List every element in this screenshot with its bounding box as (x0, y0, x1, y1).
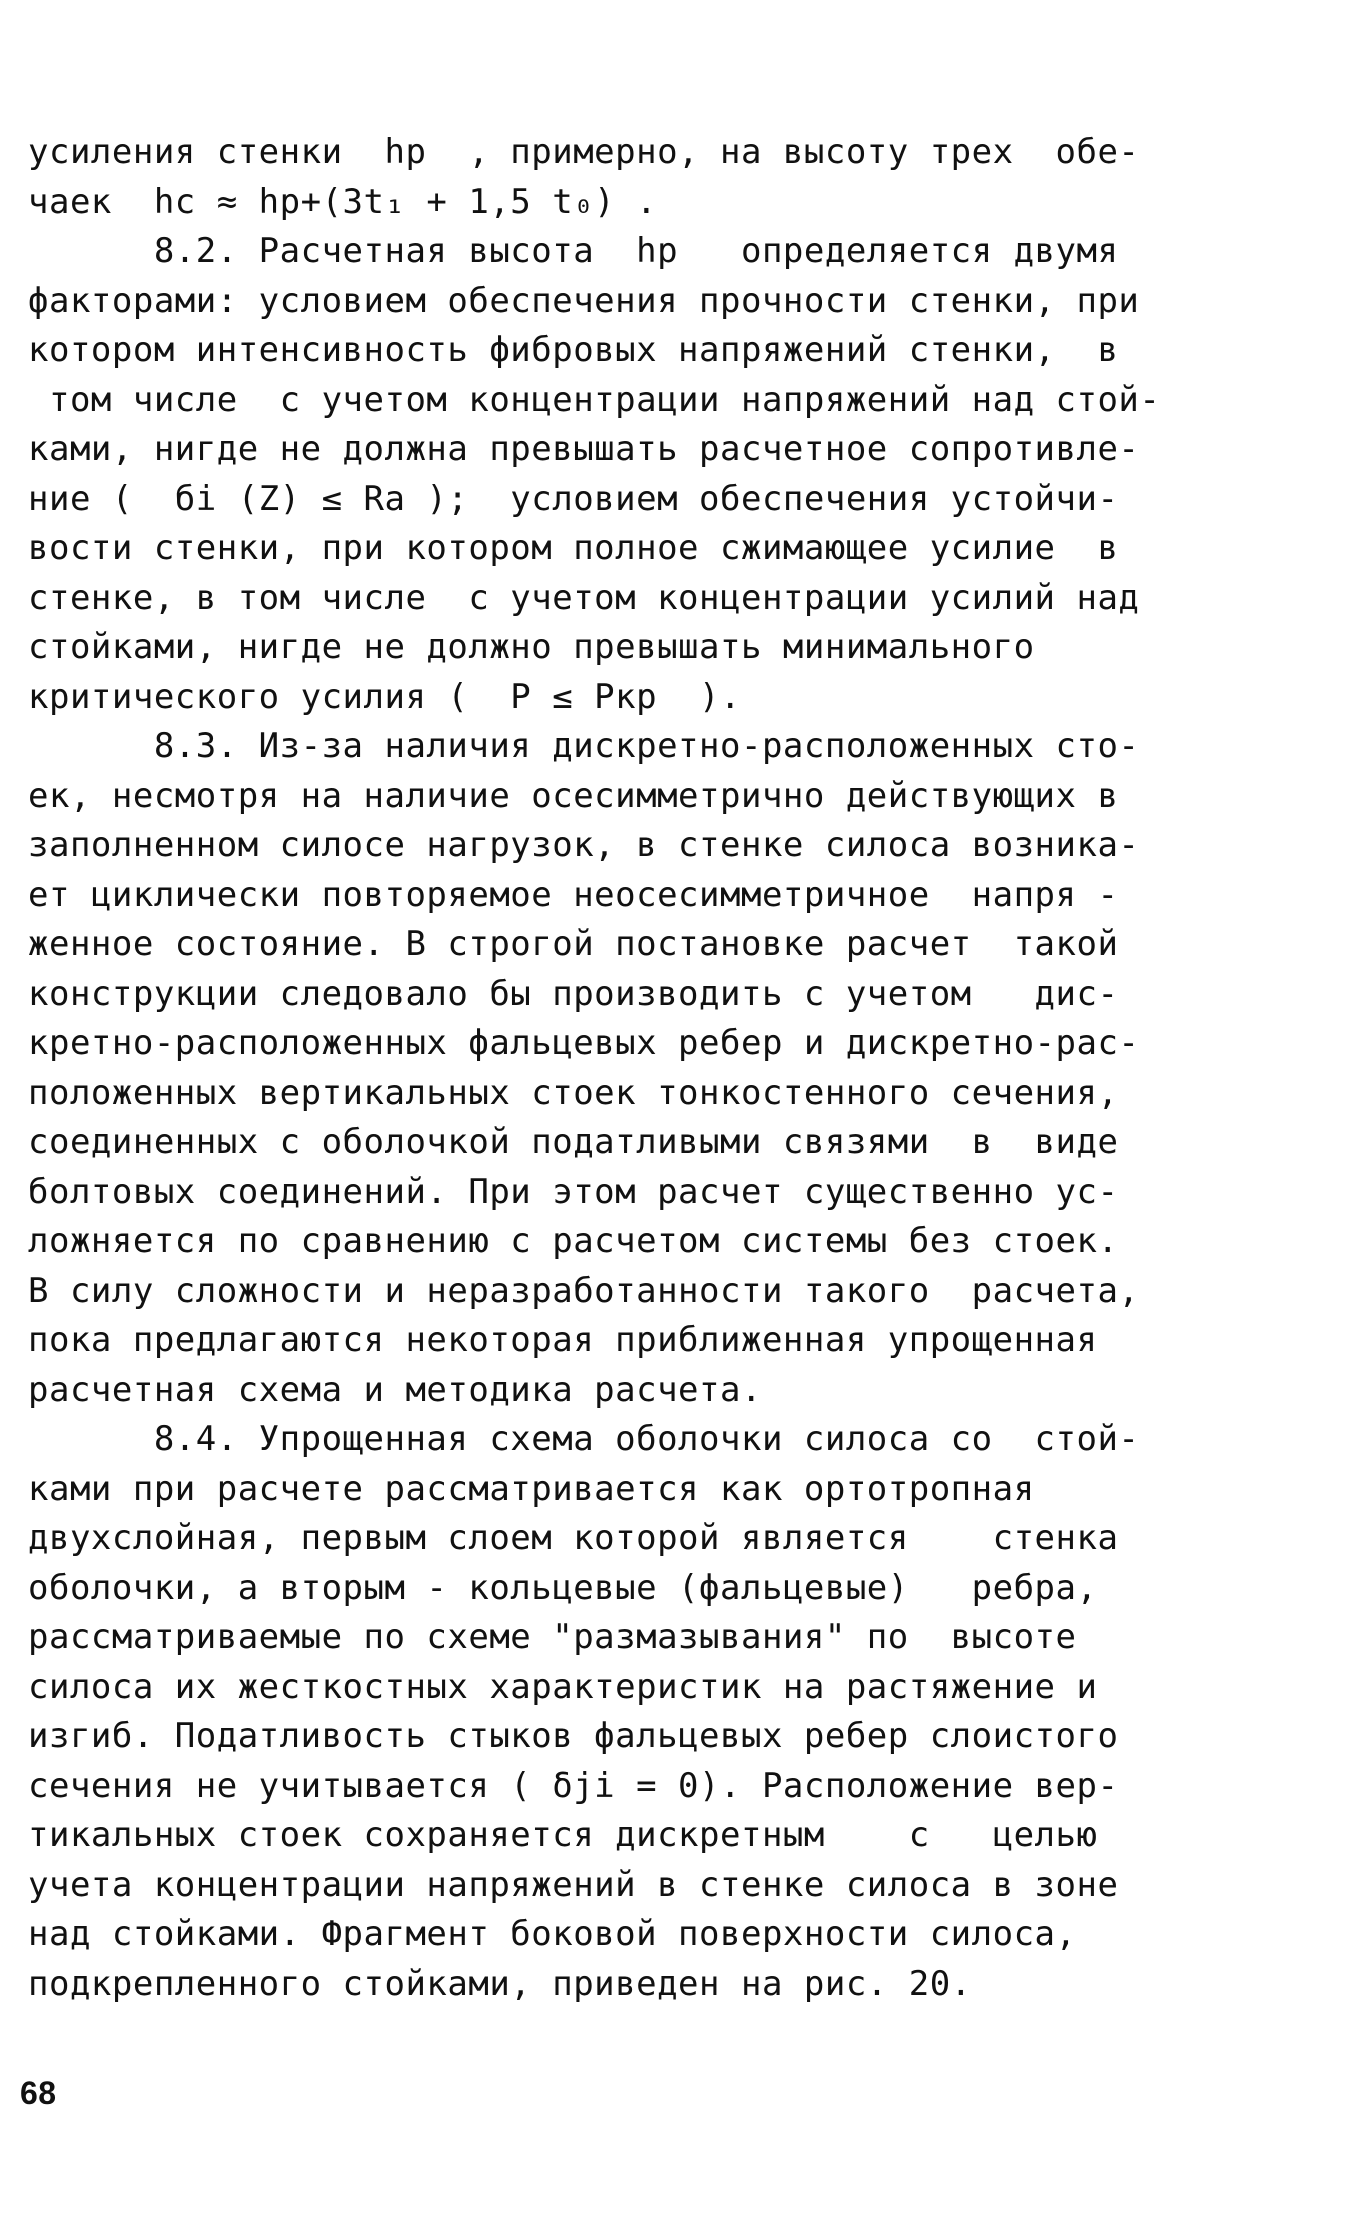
text-line: соединенных с оболочкой податливыми связями в виде (28, 1122, 1119, 1162)
text-line: стойками, нигде не должно превышать минимального (28, 627, 1035, 667)
text-line: ками, нигде не должна превышать расчетное сопротивле- (28, 429, 1140, 469)
text-line: оболочки, а вторым - кольцевые (фальцевые) ребра, (28, 1567, 1098, 1608)
text-line: вости стенки, при котором полное сжимающее усилие в (28, 528, 1119, 568)
text-line: том числе с учетом концентрации напряжений над стой- (28, 379, 1161, 420)
text-line: над стойками. Фрагмент боковой поверхности силоса, (28, 1914, 1077, 1954)
text-line: изгиб. Податливость стыков фальцевых ребер слоистого (28, 1716, 1119, 1756)
text-line: пока предлагаются некоторая приближенная упрощенная (28, 1320, 1098, 1360)
text-line: критического усилия ( P ≤ Pкр ). (28, 676, 741, 717)
text-line: рассматриваемые по схеме "размазывания" по высоте (28, 1617, 1077, 1657)
text-line: заполненном силосе нагрузок, в стенке силоса возника- (28, 825, 1140, 865)
text-line: кретно-расположенных фальцевых ребер и дискретно-рас- (28, 1023, 1140, 1063)
text-line: В силу сложности и неразработанности такого расчета, (28, 1270, 1140, 1311)
text-line: усиления стенки hр , примерно, на высоту трех обе- (28, 132, 1140, 172)
text-line: женное состояние. В строгой постановке расчет такой (28, 924, 1119, 964)
text-line: чаек hс ≈ hр+(3t₁ + 1,5 t₀) . (28, 181, 658, 222)
text-line: болтовых соединений. При этом расчет существенно ус- (28, 1171, 1119, 1212)
text-line: котором интенсивность фибровых напряжений стенки, в (28, 330, 1119, 370)
text-line: двухслойная, первым слоем которой является стенка (28, 1518, 1119, 1558)
text-line: учета концентрации напряжений в стенке силоса в зоне (28, 1864, 1119, 1905)
text-line: ние ( бi (Z) ≤ Ra ); условием обеспечения устойчи- (28, 478, 1119, 519)
body-text (28, 128, 1338, 2009)
page-number: 68 (20, 2075, 57, 2111)
text-line: 8.4. Упрощенная схема оболочки силоса со стой- (28, 1419, 1140, 1459)
text-line: ложняется по сравнению с расчетом системы без стоек. (28, 1221, 1119, 1261)
text-line: подкрепленного стойками, приведен на рис. 20. (28, 1963, 972, 2004)
text-line: конструкции следовало бы производить с учетом дис- (28, 973, 1119, 1014)
text-line: силоса их жесткостных характеристик на растяжение и (28, 1666, 1098, 1707)
text-line: положенных вертикальных стоек тонкостенного сечения, (28, 1072, 1119, 1113)
text-line: факторами: условием обеспечения прочности стенки, при (28, 280, 1140, 321)
text-line: 8.2. Расчетная высота hр определяется двумя (28, 231, 1119, 271)
text-line: расчетная схема и методика расчета. (28, 1369, 762, 1410)
text-line: ет циклически повторяемое неосесимметричное напря - (28, 874, 1119, 915)
text-line: 8.3. Из-за наличия дискретно-расположенных сто- (28, 726, 1140, 766)
text-line: стенке, в том числе с учетом концентрации усилий над (28, 577, 1140, 618)
text-line: тикальных стоек сохраняется дискретным с целью (28, 1815, 1098, 1855)
text-line: ек, несмотря на наличие осесимметрично действующих в (28, 775, 1119, 816)
text-line: сечения не учитывается ( δji = 0). Расположение вер- (28, 1765, 1119, 1806)
text-line: ками при расчете рассматривается как ортотропная (28, 1468, 1035, 1509)
